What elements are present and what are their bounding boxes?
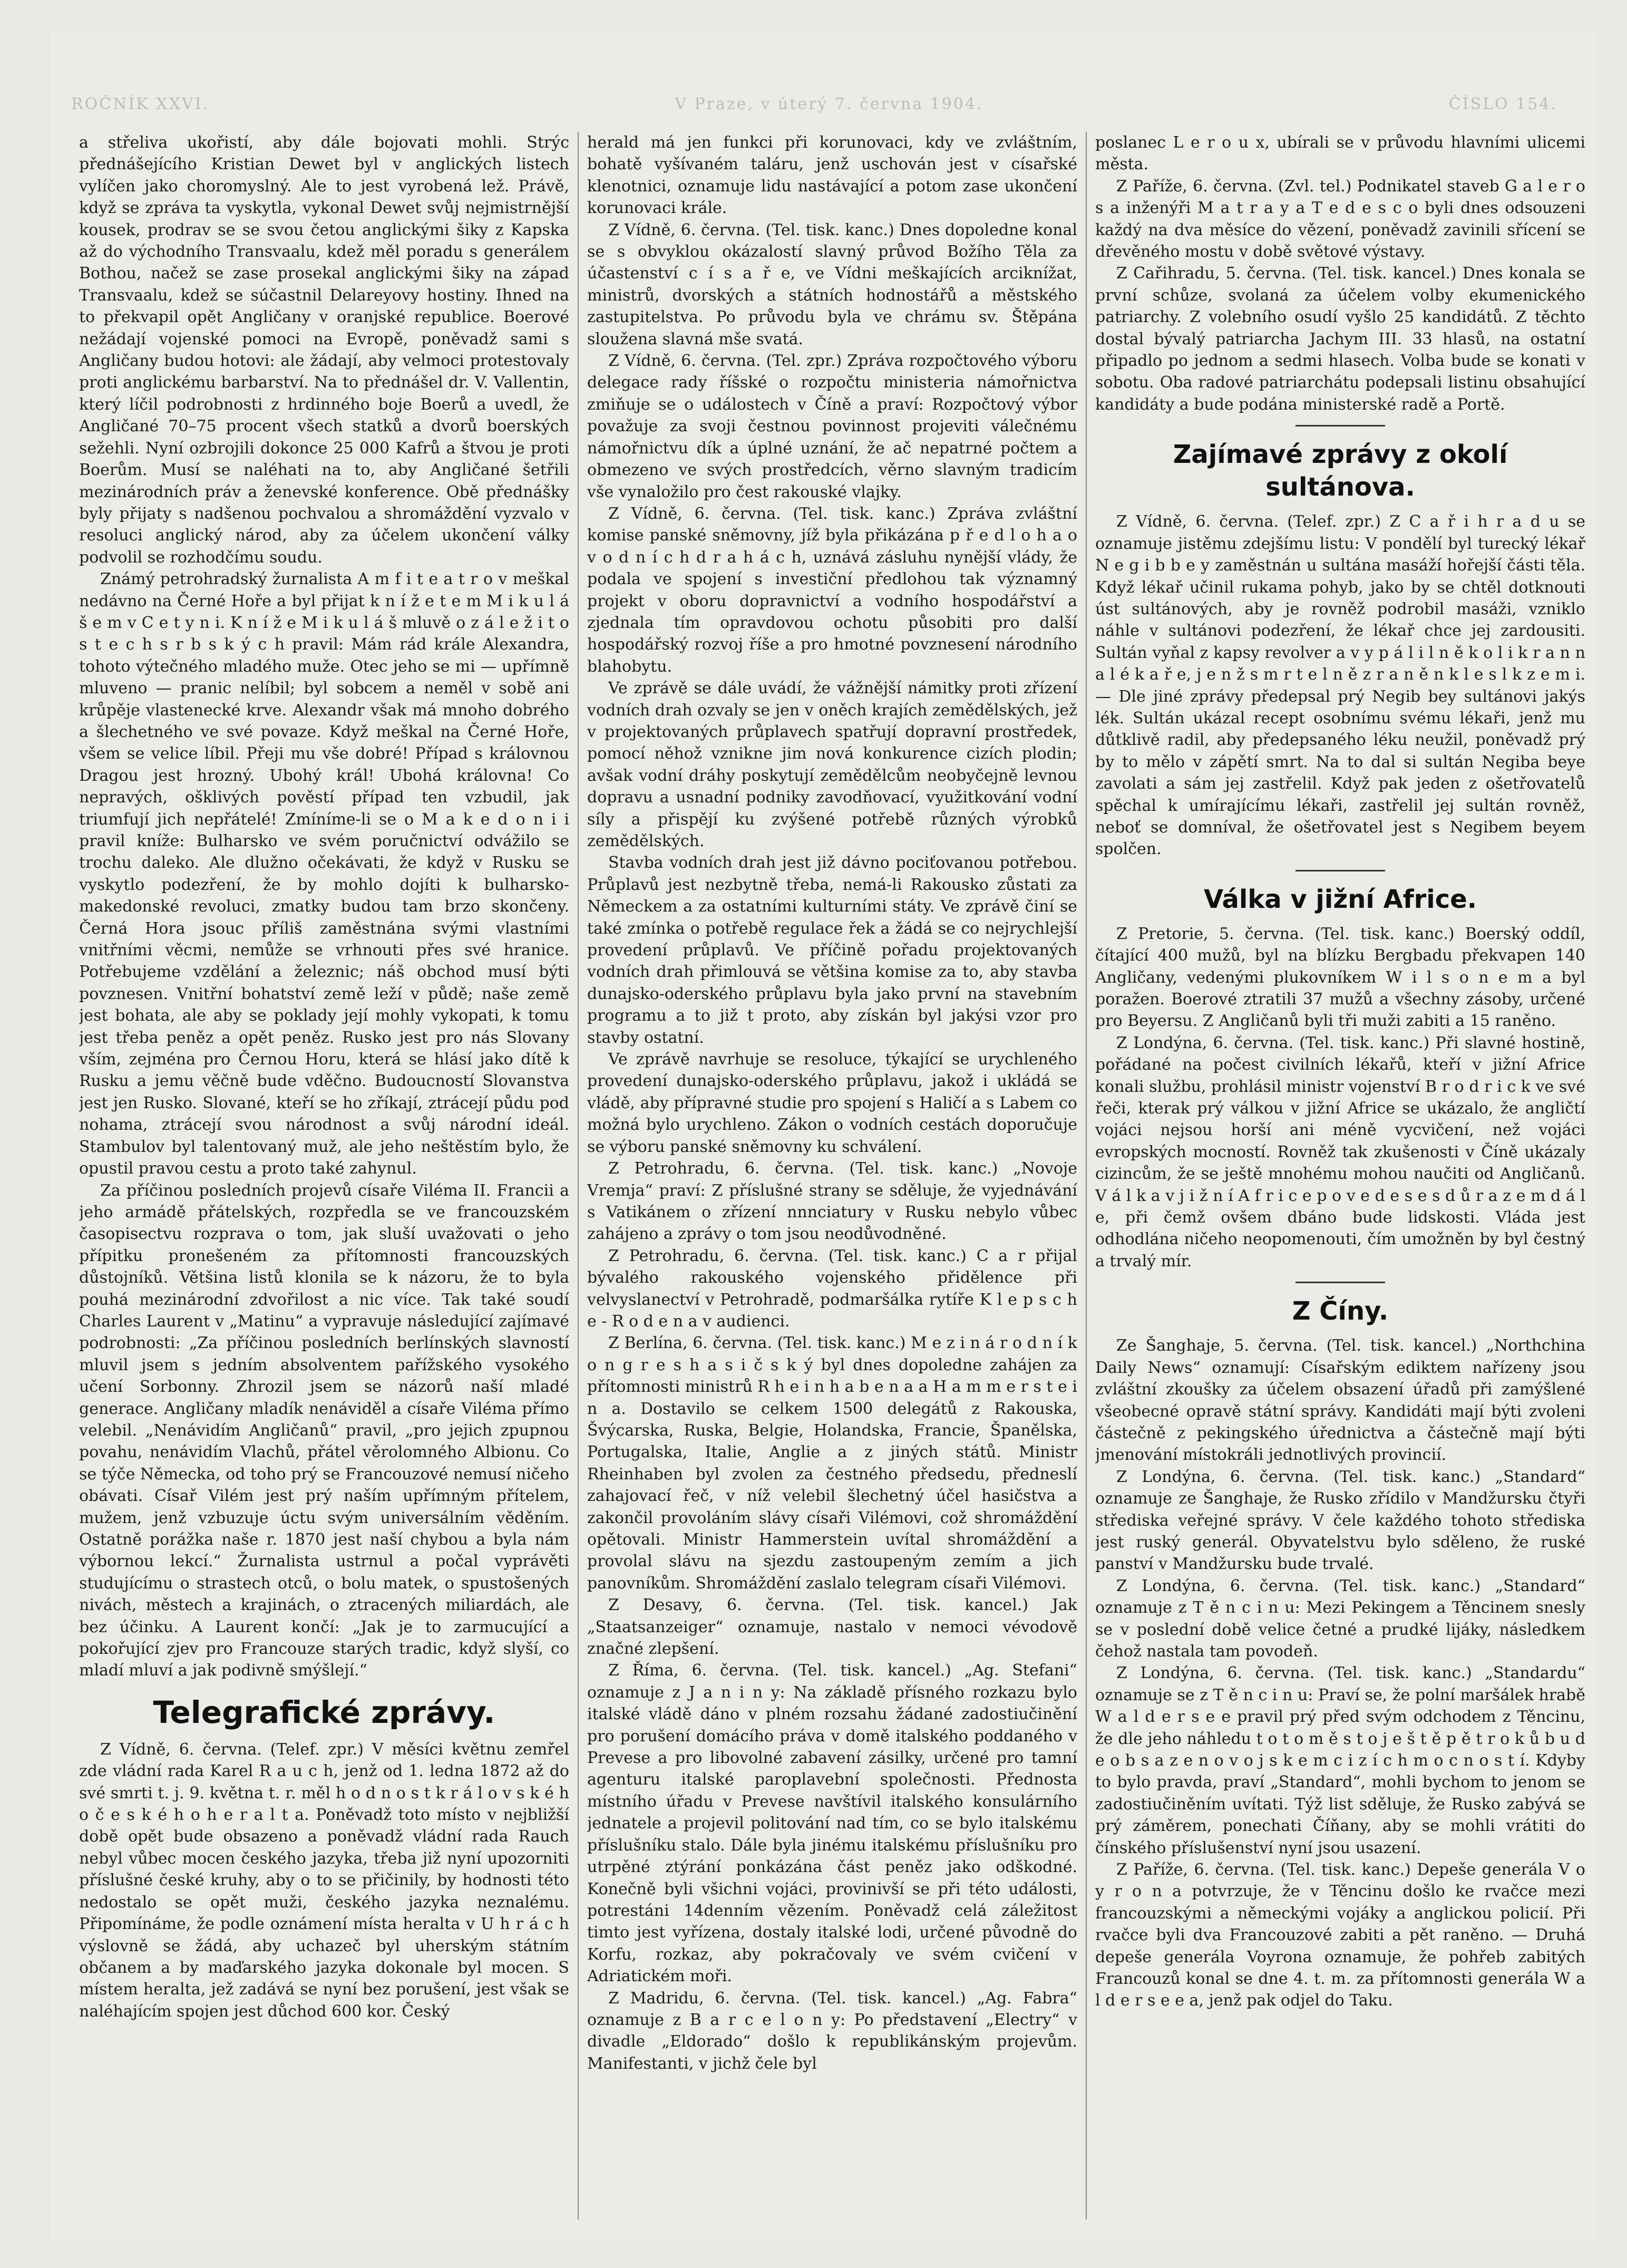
paragraph: herald má jen funkci při korunovaci, kdy ve zvláštním, bohatě vyšívaném taláru, jenž uschován jest v císařské klenotnici, oznamuje lidu nastávající a potom zase ukončení korunovaci krále.: [587, 133, 1077, 218]
paragraph: Z Petrohradu, 6. června. (Tel. tisk. kanc.) „Novoje Vremja“ praví: Z příslušné strany se sděluje, že vyjednávání s Vatikánem o zřízení nnnciatury v Rusku nebylo vůbec zahájeno a zprávy o tom jsou neodůvodněné.: [587, 1159, 1077, 1244]
paragraph: poslanec L e r o u x, ubírali se v průvodu hlavními ulicemi města.: [1095, 133, 1585, 174]
section-heading-china: Z Číny.: [1292, 1296, 1389, 1326]
paragraph: Z Paříže, 6. června. (Zvl. tel.) Podnikatel staveb G a l e r o s a inženýři M a t r a y a T e d e s c o byli dnes odsouzeni každý na dva měsíce do vězení, poněvadž zavinili sřícení se dřevěného mostu v době světové výstavy.: [1095, 177, 1585, 261]
paragraph: Ve zprávě navrhuje se resoluce, týkající se urychleného provedení dunajsko-oderského průplavu, jakož i ukládá se vládě, aby přípravné studie pro spojení s Haličí a s Labem co možná bylo urychleno. Zákon o vodních cestách doporučuje se výboru panské sněmovny ku schválení.: [587, 1050, 1077, 1156]
newspaper-page: [50, 32, 1597, 2241]
paragraph: Z Cařihradu, 5. června. (Tel. tisk. kancel.) Dnes konala se první schůze, svolaná za účelem volby ekumenického patriarchy. Z volebního osudí vyšlo 25 kandidátů. Z těchto dostal bývalý patriarcha Jachym III. 33 hlasů, na ostatní připadlo po jednom a sedmi hlasech. Volba bude se konati v sobotu. Oba radové patriarchátu podepsali listinu obsahující kandidáty a bude podána ministerské radě a Portě.: [1095, 264, 1585, 414]
section-heading-telegrams: Telegrafické zprávy.: [153, 1694, 495, 1730]
paragraph: Z Vídně, 6. června. (Telef. zpr.) V měsíci květnu zemřel zde vládní rada Karel R a u c h, jenž od 1. ledna 1872 až do své smrti t. j. 9. května t. r. měl h o d n o s t k r á l o v s k é h o č e s k é h o h e r a l t a. Poněvadž toto místo v nejbližší době opět bude obsazeno a poněvadž vládní rada Rauch nebyl vůbec mocen českého jazyka, třeba již nyní upozorniti příslušné české kruhy, aby o to se přičinily, by hodnosti této nedostalo se opět muži, českého jazyka neznalému. Připomínáme, že podle oznámení místa heralta v U h r á c h výslovně se žádá, aby uchazeč byl uherským státním občanem a by maďarského jazyka dokonale byl mocen. S místem heralta, jež zadává se nyní bez porušení, jest však se naléhajícím spojen jest důchod 600 kor. Český: [79, 1740, 569, 2021]
paragraph: a střeliva ukořistí, aby dále bojovati mohli. Strýc přednášejícího Kristian Dewet byl v anglických listech vylíčen jako choromyslný. Ale to jest vyrobená lež. Právě, když se zpráva ta vyskytla, vykonal Dewet svůj nejmistrnější kousek, prodrav se se svou četou anglickými šiky z Kapska až do východního Transvaalu, kdež měl poradu s generálem Bothou, načež se zase prosekal anglickými šiky na západ Transvaalu, kdež se súčastnil Delareyovy hostiny. Ihned na to překvapil opět Angličany v oranjské republice. Boerové nežádají vojenské pomoci na Evropě, poněvadž sami s Angličany budou hotovi: ale žádají, aby velmoci protestovaly proti anglickému barbarství. Na to přednášel dr. V. Vallentin, který líčil podrobnosti z hrdinného boje Boerů a uvedl, že Angličané 70–75 procent všech statků a dvorů boerských sežehli. Nyní ozbrojili dokonce 25 000 Kafrů a štvou je proti Boerům. Musí se naléhati na to, aby Angličané šetřili mezinárodních práv a ženevské konference. Obě přednášky byly přijaty s nadšenou pochvalou a shromáždění vyzvalo v resoluci anglický národ, aby za účelem ukončení války podvolil se rozhodčímu soudu.: [79, 133, 569, 567]
paragraph: Z Berlína, 6. června. (Tel. tisk. kanc.) M e z i n á r o d n í k o n g r e s h a s i č s k ý byl dnes dopoledne zahájen za přítomnosti ministrů R h e i n h a b e n a a H a m m e r s t e i n a. Dostavilo se celkem 1500 delegátů z Rakouska, Švýcarska, Ruska, Belgie, Holandska, Francie, Španělska, Portugalska, Italie, Anglie a z jiných států. Ministr Rheinhaben byl zvolen za čestného předsedu, předneslí zahajovací řeč, v níž velebil šlechetný účel hasičstva a zakončil provoláním slávy císaři Vilémovi, což shromáždění opětovali. Ministr Hammerstein uvítal shromáždění a provolal slávu na sjezdu zastoupeným zemím a jich panovníkům. Shromáždění zaslalo telegram císaři Vilémovi.: [587, 1334, 1077, 1593]
paragraph: Ze Šanghaje, 5. června. (Tel. tisk. kancel.) „Northchina Daily News“ oznamují: Císařským ediktem nařízeny jsou zvláštní zkoušky za účelem obsazení úřadů při zamýšlené všeobecné opravě státní správy. Kandidáti mají býti zvoleni částečně z pekingského úřednictva a částečně mají býti jmenování místokráli jednotlivých provincií.: [1095, 1336, 1585, 1465]
section-heading-south-africa: Válka v jižní Africe.: [1204, 884, 1477, 914]
article-columns: [79, 132, 1586, 2219]
paragraph: Z Vídně, 6. června. (Tel. tisk. kanc.) Zpráva zvláštní komise panské sněmovny, jíž byla přikázána p ř e d l o h a o v o d n í c h d r a h á c h, uznává zásluhu nynější vlády, že podala ve spojení s investiční předlohou tak významný projekt v oboru dopravnictví a vodního hospodářství a zjednala tím opravdovou ochotu působiti pro další hospodářský rozvoj říše a pro hmotné povznesení národního blahobytu.: [587, 504, 1077, 676]
paragraph: Z Vídně, 6. června. (Telef. zpr.) Z C a ř i h r a d u se oznamuje jistěmu zdejšímu listu: V pondělí byl turecký lékař N e g i b b e y zaměstnán u sultána masáží hořejší části těla. Když lékař učinil rukama pohyb, jako by se chtěl dotknouti úst sultánových, aby je rovněž podrobil masáži, vzniklo náhle v sultánovi podezření, že lékař chce jej zardousiti. Sultán vyňal z kapsy revolver a v y p á l i l n ě k o l i k r a n n a l é k a ř e, j e n ž s m r t e l n ě z r a n ě n k l e s l k z e m i. — Dle jiné zprávy předepsal prý Negib bey sultánovi jakýs lék. Sultán ukázal recept osobnímu svému lékaři, jenž mu důtklivě radil, aby předepsaného léku neužil, poněvadž prý by to mělo v zápětí smrt. Na to dal si sultán Negiba beye zavolati a sám jej zastřelil. Když pak jeden z ošetřovatelů spěchal k umírajícímu lékaři, zastřelil jej sultán rovněž, neboť se domníval, že ošetřovatel jest s Negibem beyem spolčen.: [1095, 512, 1585, 859]
paragraph: Z Vídně, 6. června. (Tel. zpr.) Zpráva rozpočtového výboru delegace rady říšské o rozpočtu ministeria námořnictva zmiňuje se o událostech v Číně a praví: Rozpočtový výbor považuje za svoji čestnou povinnost projeviti válečnému námořnictvu dík a úplné uznání, že ač nepatrné počtem a obmezeno ve svých prostředcích, věrno slavným tradicím vše vynaložilo pro čest rakouské vlajky.: [587, 352, 1077, 501]
paragraph: Z Desavy, 6. června. (Tel. tisk. kancel.) Jak „Staatsanzeiger“ oznamuje, nastalo v nemoci vévodově značné zlepšení.: [587, 1596, 1077, 1659]
paragraph: Z Londýna, 6. června. (Tel. tisk. kanc.) Při slavné hostině, pořádané na počest civilních lékařů, kteří v jižní Africe konali službu, prohlásil ministr vojenství B r o d r i c k ve své řeči, kterak prý válkou v jižní Africe se ukázalo, že angličtí vojáci nejsou horší ani méně vycvičení, než vojáci evropských mocností. Rovněž tak zkušenosti v Číně ukázaly cizincům, že se ještě mnohému mohou naučiti od Angličanů. V á l k a v j i ž n í A f r i c e p o v e d e s e s d ů r a z e m d á l e, při čemž ovšem dbáno bude lidskosti. Vláda jest odhodlána ničeho neopomenouti, čím umožněn by byl čestný a trvalý mír.: [1095, 1033, 1585, 1271]
running-head-center: V Praze, v úterý 7. června 1904.: [675, 95, 983, 113]
section-rule: [1295, 1282, 1385, 1283]
paragraph: Z Londýna, 6. června. (Tel. tisk. kanc.) „Standard“ oznamuje ze Šanghaje, že Rusko zřídilo v Mandžursku čtyři střediska veřejné správy. V čele každého tohoto střediska jest ruský generál. Obyvatelstvu bylo sděleno, že ruské panství v Mandžursku bude trvalé.: [1095, 1467, 1585, 1574]
running-head-right: ČÍSLO 154.: [1448, 95, 1557, 113]
paragraph: Za příčinou posledních projevů císaře Viléma II. Francii a jeho armádě přátelských, rozpředla se ve francouzském časopisectvu rozprava o tom, jak sluší uvažovati o jeho přípitku pronešeném za přítomnosti francouzských důstojníků. Většina listů klonila se k názoru, že to byla pouhá mezinárodní zdvořilost a nic více. Tak také soudí Charles Laurent v „Matinu“ a vypravuje následující zajímavé podrobnosti: „Za příčinou posledních berlínských slavností mluvil jsem s jedním absolventem pařížského vysokého učení Sorbonny. Zhrozil jsem se názorů naší mladé generace. Angličany mladík nenáviděl a císaře Viléma přímo velebil. „Nenávidím Angličanů“ pravil, „pro jejich zpupnou povahu, nenávidím Vlachů, přátel věrolomného Albionu. Co se týče Německa, od toho prý se Francouzové nemusí ničeho obávati. Císař Vilém jest prý naším upřímným přítelem, mužem, jenž vzbuzuje úctu svým universálním věděním. Ostatně porážka naše r. 1870 jest naší chybou a byla nám výbornou lekcí.“ Žurnalista ustrnul a počal vyprávěti studujícímu o strastech otců, o bolu matek, o spustošených nivách, městech a krajinách, o ztracených miliardách, ale bez účinku. A Laurent končí: „Jak je to zarmucující a pokořující zjev pro Francouze starých tradic, když slyší, co mladí mluví a jak podivně smýšlejí.“: [79, 1181, 569, 1680]
section-rule: [1295, 425, 1385, 427]
column-3: [1095, 132, 1585, 2219]
paragraph: Z Pretorie, 5. června. (Tel. tisk. kanc.) Boerský oddíl, čítající 400 mužů, byl na blízku Bergbadu překvapen 140 Angličany, vedenými plukovníkem W i l s o n e m a byl poražen. Boerové ztratili 37 mužů a všechny zásoby, určené pro Beyersu. Z Angličanů byli tři muži zabiti a 15 raněno.: [1095, 924, 1585, 1031]
paragraph: Z Madridu, 6. června. (Tel. tisk. kancel.) „Ag. Fabra“ oznamuje z B a r c e l o n y: Po představení „Electry“ v divadle „Eldorado“ došlo k republikánským projevům. Manifestanti, v jichž čele byl: [587, 1989, 1077, 2073]
paragraph: Ve zprávě se dále uvádí, že vážnější námitky proti zřízení vodních drah ozvaly se jen v oněch krajích zemědělských, jež v projektovaných průplavech spatřují dopravní prostředek, pomocí něhož vznikne jim nová konkurence cizích plodin; avšak vodní dráhy poskytují zemědělcům neobyčejně levnou dopravu a usnadní podniky zavodňovací, využitkování vodní síly a přispějí ku zvýšené potřebě různých výrobků zemědělských.: [587, 679, 1077, 850]
column-divider: [578, 132, 579, 2219]
section-heading-sultan: Zajímavé zprávy z okolí sultánova.: [1173, 440, 1508, 502]
paragraph: Z Říma, 6. června. (Tel. tisk. kancel.) „Ag. Stefani“ oznamuje z J a n i n y: Na základě přísného rozkazu bylo italské vládě dáno v plném rozsahu žádané zadostiučinění pro porušení domácího práva v domě italského poddaného v Prevese a pro libovolné zabavení zásilky, určené pro tamní agenturu italské paroplavební společnosti. Přednosta místního úřadu v Prevese navštívil italského konsulárního jednatele a projevil politování nad tím, co se bylo italskému příslušníku stalo. Dále byla jinému italskému příslušníku pro utrpěné ztýrání ponkázána část peněz jako odškodné. Konečně byli všichni vojáci, provinivší se při této události, potrestáni 14denním vězením. Poněvadž celá záležitost timto jest vyřízena, dostaly italské lodi, určené původně do Korfu, rozkaz, aby pokračovaly ve svém cvičení v Adriatickém moři.: [587, 1661, 1077, 1986]
section-rule: [1295, 870, 1385, 871]
column-divider: [1086, 132, 1087, 2219]
paragraph: Z Londýna, 6. června. (Tel. tisk. kanc.) „Standardu“ oznamuje se z T ě n c i n u: Praví se, že polní maršálek hrabě W a l d e r s e e pravil prý před svým odchodem z Těncinu, že dle jeho náhledu t o t o m ě s t o j e š t ě p ě t r o k ů b u d e o b s a z e n o v o j s k e m c i z í c h m o c n o s t í. Kdyby to bylo pravda, praví „Standard“, mohli bychom to jenom se zadostiučiněním uvítati. Týž list sděluje, že Rusko zabývá se prý záměrem, ponechati Číňany, aby se mohli vrátiti do čínského příslušenství nyní jsou usazení.: [1095, 1664, 1585, 1857]
running-head: [71, 95, 1557, 116]
paragraph: Z Paříže, 6. června. (Tel. tisk. kanc.) Depeše generála V o y r o n a potvrzuje, že v Těncinu došlo ke rvačce mezi francouzskými a německými vojáky a anglickou policií. Při rvačce byli dva Francouzové zabiti a pět raněno. — Druhá depeše generála Voyrona oznamuje, že pohřeb zabitých Francouzů konal se dne 4. t. m. za přítomnosti generála W a l d e r s e e a, jenž pak odjel do Taku.: [1095, 1860, 1585, 2010]
paragraph: Známý petrohradský žurnalista A m f i t e a t r o v meškal nedávno na Černé Hoře a byl přijat k n í ž e t e m M i k u l á š e m v C e t y n i. K n í ž e M i k u l á š mluvě o z á l e ž i t o s t e c h s r b s k ý c h pravil: Mám rád krále Alexandra, tohoto výtečného mladého muže. Otec jeho se mi — upřímně mluveno — pranic nelíbil; byl sobcem a neměl v sobě ani krůpěje vlastenecké krve. Alexandr však má mnoho dobrého a šlechetného ve své povaze. Když meškal na Černé Hoře, všem se velice líbil. Přeji mu vše dobré! Případ s královnou Dragou jest hrozný. Ubohý král! Ubohá královna! Co nepravých, ošklivých pověstí případ ten vzbudil, jak triumfují jich nepřátelé! Zmíníme-li se o M a k e d o n i i pravil kníže: Bulharsko ve svém poručnictví odvážilo se trochu daleko. Ale dlužno očekávati, že když v Rusku se vyskytlo podezření, že by mohlo dojíti k bulharsko-makedonské revoluci, zmatky budou tam brzo skončeny. Černá Hora jsouc příliš zaměstnána svými vlastními vnitřními věcmi, nemůže se vrhnouti přes své hranice. Potřebujeme vzdělání a železnic; náš obchod musí býti povznesen. Vnitřní bohatství země leží v půdě; naše země jest bohata, ale aby se poklady její mohly vykopati, k tomu jest třeba peněz a opět peněz. Rusko jest pro nás Slovany vším, zejména pro Černou Horu, která se hlásí jako dítě k Rusku a jemu věčně bude vděčno. Budoucností Slovanstva jest jen Rusko. Slované, kteří se ho zříkají, ztrácejí půdu pod nohama, ztrácejí svou národnost a svůj národní ideál. Stambulov byl talentovaný muž, ale jeho neštěstím bylo, že opustil pravou cestu a proto také zahynul.: [79, 570, 569, 1178]
paragraph: Z Londýna, 6. června. (Tel. tisk. kanc.) „Standard“ oznamuje z T ě n c i n u: Mezi Pekingem a Těncinem snesly se v poslední době velice četné a prudké lijáky, následkem čehož nastala tam povodeň.: [1095, 1576, 1585, 1661]
paragraph: Z Petrohradu, 6. června. (Tel. tisk. kanc.) C a r přijal bývalého rakouského vojenského přidělence při velvyslanectví v Petrohradě, podmaršálka rytíře K l e p s c h e - R o d e n a v audienci.: [587, 1246, 1077, 1331]
running-head-left: ROČNÍK XXVI.: [71, 95, 209, 113]
paragraph: Stavba vodních drah jest již dávno pociťovanou potřebou. Průplavů jest nezbytně třeba, nemá-li Rakousko zůstati za Německem a za ostatními kulturními státy. Ve zprávě činí se také zmínka o potřebě regulace řek a žádá se co nejrychlejší provedení průplavů. Ve příčině pořadu projektovaných vodních drah přimlouvá se většina komise za to, aby stavba dunajsko-oderského průplavu byla jako první na stavebním programu a to již t proto, aby získán byl jakýsi vzor pro stavby ostatní.: [587, 854, 1077, 1047]
column-1: [79, 132, 569, 2219]
column-2: [587, 132, 1077, 2219]
paragraph: Z Vídně, 6. června. (Tel. tisk. kanc.) Dnes dopoledne konal se s obvyklou okázalostí slavný průvod Božího Těla za účastenství c í s a ř e, ve Vídni meškajících arciknížat, ministrů, dvorských a státních hodnostářů a městského zastupitelstva. Po průvodu byla ve chrámu sv. Štěpána sloužena slavná mše svatá.: [587, 220, 1077, 348]
